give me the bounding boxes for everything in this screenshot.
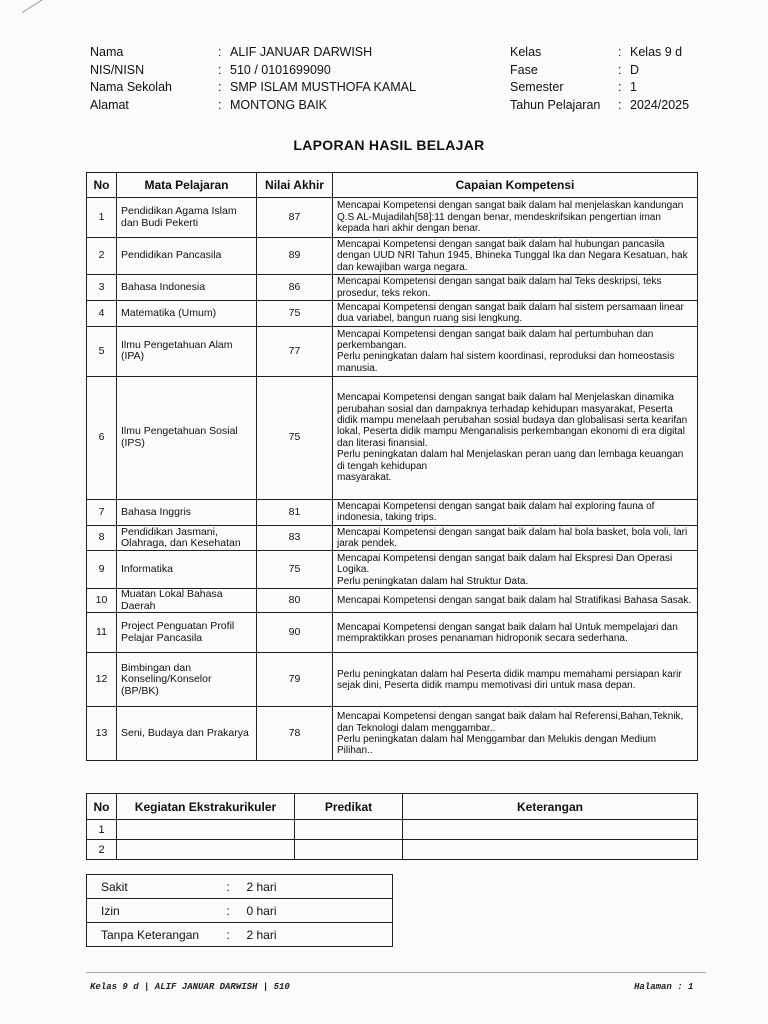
row-subject: Bahasa Indonesia: [117, 275, 257, 301]
row-score: 77: [257, 326, 333, 376]
row-score: 78: [257, 707, 333, 761]
row-no: 3: [87, 275, 117, 301]
info-value: 510 / 0101699090: [230, 62, 331, 77]
col-header-activity: Kegiatan Ekstrakurikuler: [117, 794, 295, 820]
info-value: ALIF JANUAR DARWISH: [230, 45, 373, 59]
row-score: 81: [257, 499, 333, 525]
table-row: [87, 238, 698, 275]
row-no: 2: [87, 840, 117, 860]
info-label: Nama: [90, 45, 124, 59]
attendance-row-sick: [87, 875, 393, 899]
table-row: [87, 525, 698, 551]
info-value: 1: [630, 80, 637, 94]
info-value: SMP ISLAM MUSTHOFA KAMAL: [230, 80, 416, 94]
row-no: 7: [87, 499, 117, 525]
row-score: 80: [257, 589, 333, 613]
row-no: 10: [87, 589, 117, 613]
grades-header-row: [87, 173, 698, 198]
attendance-separator: :: [227, 875, 241, 899]
info-separator: :: [218, 97, 222, 112]
grades-table: [86, 172, 698, 761]
row-subject: Pendidikan Agama Islam dan Budi Pekerti: [117, 198, 257, 238]
attendance-separator: :: [227, 899, 241, 923]
table-row: [87, 653, 698, 707]
row-no: 5: [87, 326, 117, 376]
footer-student-info: Kelas 9 d | ALIF JANUAR DARWISH | 510: [90, 982, 290, 992]
row-score: 86: [257, 275, 333, 301]
col-header-subject: Mata Pelajaran: [117, 173, 257, 198]
row-no: 8: [87, 525, 117, 551]
row-no: 11: [87, 613, 117, 653]
row-subject: Pendidikan Pancasila: [117, 238, 257, 275]
info-label: Alamat: [90, 97, 129, 112]
info-separator: :: [218, 80, 222, 94]
info-value: D: [630, 62, 640, 77]
row-subject: Project Penguatan Profil Pelajar Pancasila: [117, 613, 257, 653]
info-value: MONTONG BAIK: [230, 97, 328, 112]
row-subject: Bimbingan dan Konseling/Konselor (BP/BK): [117, 653, 257, 707]
row-achievement: Mencapai Kompetensi dengan sangat baik dalam hal Referensi,Bahan,Teknik, dan Teknologi dalam menggambar.. Perlu peningkatan dalam hal Menggambar dan Melukis dengan Medium Pilihan..: [333, 707, 698, 761]
row-score: 83: [257, 525, 333, 551]
row-no: 1: [87, 820, 117, 840]
scan-mark: [22, 0, 56, 13]
info-separator: :: [618, 45, 622, 59]
row-no: 1: [87, 198, 117, 238]
table-row: [87, 499, 698, 525]
attendance-row-absent: [87, 923, 393, 947]
table-row: [87, 301, 698, 327]
col-header-no: No: [87, 794, 117, 820]
footer-page-number: Halaman : 1: [634, 982, 694, 992]
row-activity: [117, 840, 295, 860]
col-header-score: Nilai Akhir: [257, 173, 333, 198]
row-subject: Ilmu Pengetahuan Alam (IPA): [117, 326, 257, 376]
info-row-class: [510, 44, 689, 62]
info-separator: :: [618, 62, 622, 77]
info-row-year: [510, 97, 689, 115]
extracurricular-header-row: [87, 794, 698, 820]
table-row: [87, 613, 698, 653]
info-row-semester: [510, 79, 689, 97]
col-header-note: Keterangan: [403, 794, 698, 820]
row-achievement: Mencapai Kompetensi dengan sangat baik dalam hal Teks deskripsi, teks prosedur, teks rekon.: [333, 275, 698, 301]
row-note: [403, 820, 698, 840]
table-row: [87, 840, 698, 860]
row-grade: [295, 820, 403, 840]
row-subject: Muatan Lokal Bahasa Daerah: [117, 589, 257, 613]
attendance-separator: :: [227, 923, 241, 947]
extracurricular-table: [86, 793, 698, 860]
row-achievement: Perlu peningkatan dalam hal Peserta didik mampu memahami persiapan karir sejak dini, Peserta didik mampu memotivasi diri untuk masa depan.: [333, 653, 698, 707]
row-subject: Bahasa Inggris: [117, 499, 257, 525]
row-score: 75: [257, 301, 333, 327]
row-subject: Matematika (Umum): [117, 301, 257, 327]
attendance-table: [86, 874, 393, 947]
row-no: 9: [87, 551, 117, 589]
attendance-value: 2 hari: [241, 923, 393, 947]
info-label: NIS/NISN: [90, 62, 145, 77]
info-label: Kelas: [510, 45, 542, 59]
info-row-phase: [510, 62, 689, 80]
row-achievement: Mencapai Kompetensi dengan sangat baik dalam hal exploring fauna of indonesia, taking trips.: [333, 499, 698, 525]
row-no: 4: [87, 301, 117, 327]
attendance-label: Izin: [87, 899, 227, 923]
row-achievement: Mencapai Kompetensi dengan sangat baik dalam hal menjelaskan kandungan Q.S AL-Mujadilah[58]:11 dengan benar, mendeskrifsikan pengertian iman kepada hari akhir dengan benar.: [333, 198, 698, 238]
row-subject: Informatika: [117, 551, 257, 589]
info-label: Nama Sekolah: [90, 80, 172, 94]
row-subject: Pendidikan Jasmani, Olahraga, dan Kesehatan: [117, 525, 257, 551]
info-label: Tahun Pelajaran: [510, 97, 601, 112]
row-no: 12: [87, 653, 117, 707]
row-no: 6: [87, 376, 117, 499]
info-label: Semester: [510, 80, 564, 94]
col-header-no: No: [87, 173, 117, 198]
row-grade: [295, 840, 403, 860]
attendance-label: Sakit: [87, 875, 227, 899]
info-row-nis: [90, 62, 416, 80]
row-achievement: Mencapai Kompetensi dengan sangat baik dalam hal pertumbuhan dan perkembangan. Perlu peningkatan dalam hal sistem koordinasi, reproduksi dan homeostasis manusia.: [333, 326, 698, 376]
info-separator: :: [618, 80, 622, 94]
footer-divider: [86, 972, 706, 973]
student-info: [90, 44, 416, 114]
info-row-school: [90, 79, 416, 97]
attendance-value: 2 hari: [241, 875, 393, 899]
row-no: 13: [87, 707, 117, 761]
row-achievement: Mencapai Kompetensi dengan sangat baik dalam hal hubungan pancasila dengan UUD NRI Tahun 1945, Bhineka Tunggal Ika dan Negara Kesatuan, hak dan kewajiban warga negara.: [333, 238, 698, 275]
row-score: 75: [257, 376, 333, 499]
table-row: [87, 820, 698, 840]
row-activity: [117, 820, 295, 840]
info-value: Kelas 9 d: [630, 45, 683, 59]
row-subject: Seni, Budaya dan Prakarya: [117, 707, 257, 761]
class-info: [510, 44, 689, 114]
row-achievement: Mencapai Kompetensi dengan sangat baik dalam hal Ekspresi Dan Operasi Logika. Perlu peningkatan dalam hal Struktur Data.: [333, 551, 698, 589]
row-achievement: Mencapai Kompetensi dengan sangat baik dalam hal Menjelaskan dinamika perubahan sosial dan dampaknya terhadap kehidupan masyarakat, Peserta didik mampu menelaah perubahan sosial budaya dan globalisasi serta kearifan lokal, Peserta didik mampu Menganalisis perkembangan ekonomi di era digital dan literasi finansial. Perlu peningkatan dalam hal Menjelaskan peran uang dan lembaga keuangan di tengah kehidupan masyarakat.: [333, 376, 698, 499]
table-row: [87, 326, 698, 376]
row-score: 87: [257, 198, 333, 238]
table-row: [87, 589, 698, 613]
info-separator: :: [218, 62, 222, 77]
row-achievement: Mencapai Kompetensi dengan sangat baik dalam hal Untuk mempelajari dan mempraktikkan proses penanaman hidroponik secara sederhana.: [333, 613, 698, 653]
info-value: 2024/2025: [630, 97, 690, 112]
info-label: Fase: [510, 62, 538, 77]
report-title: LAPORAN HASIL BELAJAR: [293, 137, 485, 153]
attendance-row-permission: [87, 899, 393, 923]
table-row: [87, 275, 698, 301]
info-row-name: [90, 44, 416, 62]
info-separator: :: [618, 97, 622, 112]
row-score: 90: [257, 613, 333, 653]
row-achievement: Mencapai Kompetensi dengan sangat baik dalam hal bola basket, bola voli, lari jarak pendek.: [333, 525, 698, 551]
row-score: 79: [257, 653, 333, 707]
row-note: [403, 840, 698, 860]
row-achievement: Mencapai Kompetensi dengan sangat baik dalam hal sistem persamaan linear dua variabel, bangun ruang sisi lengkung.: [333, 301, 698, 327]
row-score: 75: [257, 551, 333, 589]
info-row-address: [90, 97, 416, 115]
table-row: [87, 198, 698, 238]
row-no: 2: [87, 238, 117, 275]
row-achievement: Mencapai Kompetensi dengan sangat baik dalam hal Stratifikasi Bahasa Sasak.: [333, 589, 698, 613]
info-separator: :: [218, 45, 222, 59]
table-row: [87, 551, 698, 589]
col-header-grade: Predikat: [295, 794, 403, 820]
row-score: 89: [257, 238, 333, 275]
table-row: [87, 376, 698, 499]
col-header-achievement: Capaian Kompetensi: [333, 173, 698, 198]
attendance-label: Tanpa Keterangan: [87, 923, 227, 947]
table-row: [87, 707, 698, 761]
attendance-value: 0 hari: [241, 899, 393, 923]
row-subject: Ilmu Pengetahuan Sosial (IPS): [117, 376, 257, 499]
